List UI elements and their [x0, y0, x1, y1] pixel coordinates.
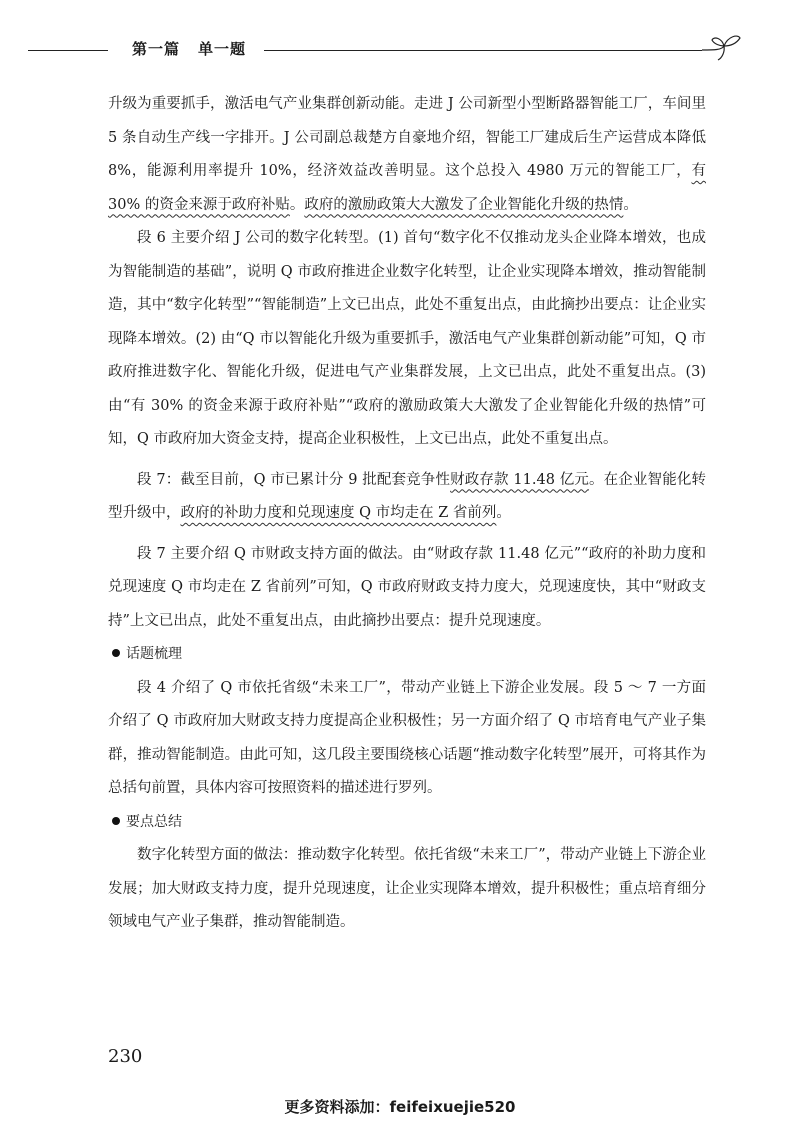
paragraph-2: 段 6 主要介绍 J 公司的数字化转型。(1) 首句“数字化不仅推动龙头企业降本增效，也成为智能制造的基础”，说明 Q 市政府推进企业数字化转型，让企业实现降本增效，推动智能制造，其中“数字化转型”“智能制造”上文已出点，此处不重复出点，由此摘抄出要点：让企业实现降本增效。(2) 由“Q 市以智能化升级为重要抓手，激活电气产业集群创新动能”可知，Q 市政府推进数字化、智能化升级，促进电气产业集群发展，上文已出点，此处不重复出点。(3) 由“有 30% 的资金来源于政府补贴”“政府的激励政策大大激发了企业智能化升级的热情”可知，Q 市政府加大资金支持，提高企业积极性，上文已出点，此处不重复出点。	[108, 230, 706, 447]
paragraph-4: 段 7 主要介绍 Q 市财政支持方面的做法。由“财政存款 11.48 亿元”“政府的补助力度和兑现速度 Q 市均走在 Z 省前列”可知，Q 市政府财政支持力度大，兑现速度快，其中“财政支持”上文已出点，此处不重复出点，由此摘抄出要点：提升兑现速度。	[108, 545, 706, 629]
footer-contact: feifeixuejie520	[389, 1098, 516, 1116]
highlight-deposit: 财政存款 11.48 亿元	[450, 471, 589, 488]
header-part: 第一篇	[132, 40, 181, 58]
page-body	[108, 88, 706, 940]
bullet-icon	[112, 649, 120, 657]
paragraph-5: 段 4 介绍了 Q 市依托省级“未来工厂”，带动产业链上下游企业发展。段 5 ～ 7 一方面介绍了 Q 市政府加大财政支持力度提高企业积极性；另一方面介绍了 Q 市培育电气产业子集群，推动智能制造。由此可知，这几段主要围绕核心话题“推动数字化转型”展开，可将其作为总括句前置，具体内容可按照资料的描述进行罗列。	[108, 679, 706, 796]
footer-label: 更多资料添加：	[284, 1098, 390, 1116]
header-rule-right	[264, 50, 702, 51]
footer-note	[0, 1096, 800, 1117]
paragraph-3: 段 7：截至目前，Q 市已累计分 9 批配套竞争性财政存款 11.48 亿元。在企业智能化转型升级中，政府的补助力度和兑现速度 Q 市均走在 Z 省前列。	[108, 471, 706, 521]
heading-key-points: 要点总结	[108, 806, 706, 840]
header-title	[132, 38, 246, 59]
highlight-subsidy: 有 30% 的资金来源于政府补贴	[108, 163, 706, 213]
heading-topic-review: 话题梳理	[108, 638, 706, 672]
page-number: 230	[108, 1046, 143, 1067]
paragraph-1: 升级为重要抓手，激活电气产业集群创新动能。走进 J 公司新型小型断路器智能工厂，车间里 5 条自动生产线一字排开。J 公司副总裁楚方自豪地介绍，智能工厂建成后生产运营成本降低 8%，能源利用率提升 10%，经济效益改善明显。这个总投入 4980 万元的智能工厂，有 30% 的资金来源于政府补贴。政府的激励政策大大激发了企业智能化升级的热情。	[108, 96, 706, 213]
header-rule-left	[28, 50, 108, 51]
sprout-icon	[700, 32, 746, 62]
header-section: 单一题	[198, 40, 247, 58]
bullet-icon	[112, 817, 120, 825]
paragraph-6: 数字化转型方面的做法：推动数字化转型。依托省级“未来工厂”，带动产业链上下游企业发展；加大财政支持力度，提升兑现速度，让企业实现降本增效，提升积极性；重点培育细分领域电气产业子集群，推动智能制造。	[108, 847, 706, 930]
running-header	[28, 30, 728, 70]
highlight-speed: 政府的补助力度和兑现速度 Q 市均走在 Z 省前列	[180, 505, 497, 521]
highlight-incentive: 政府的激励政策大大激发了企业智能化升级的热情	[304, 196, 624, 213]
